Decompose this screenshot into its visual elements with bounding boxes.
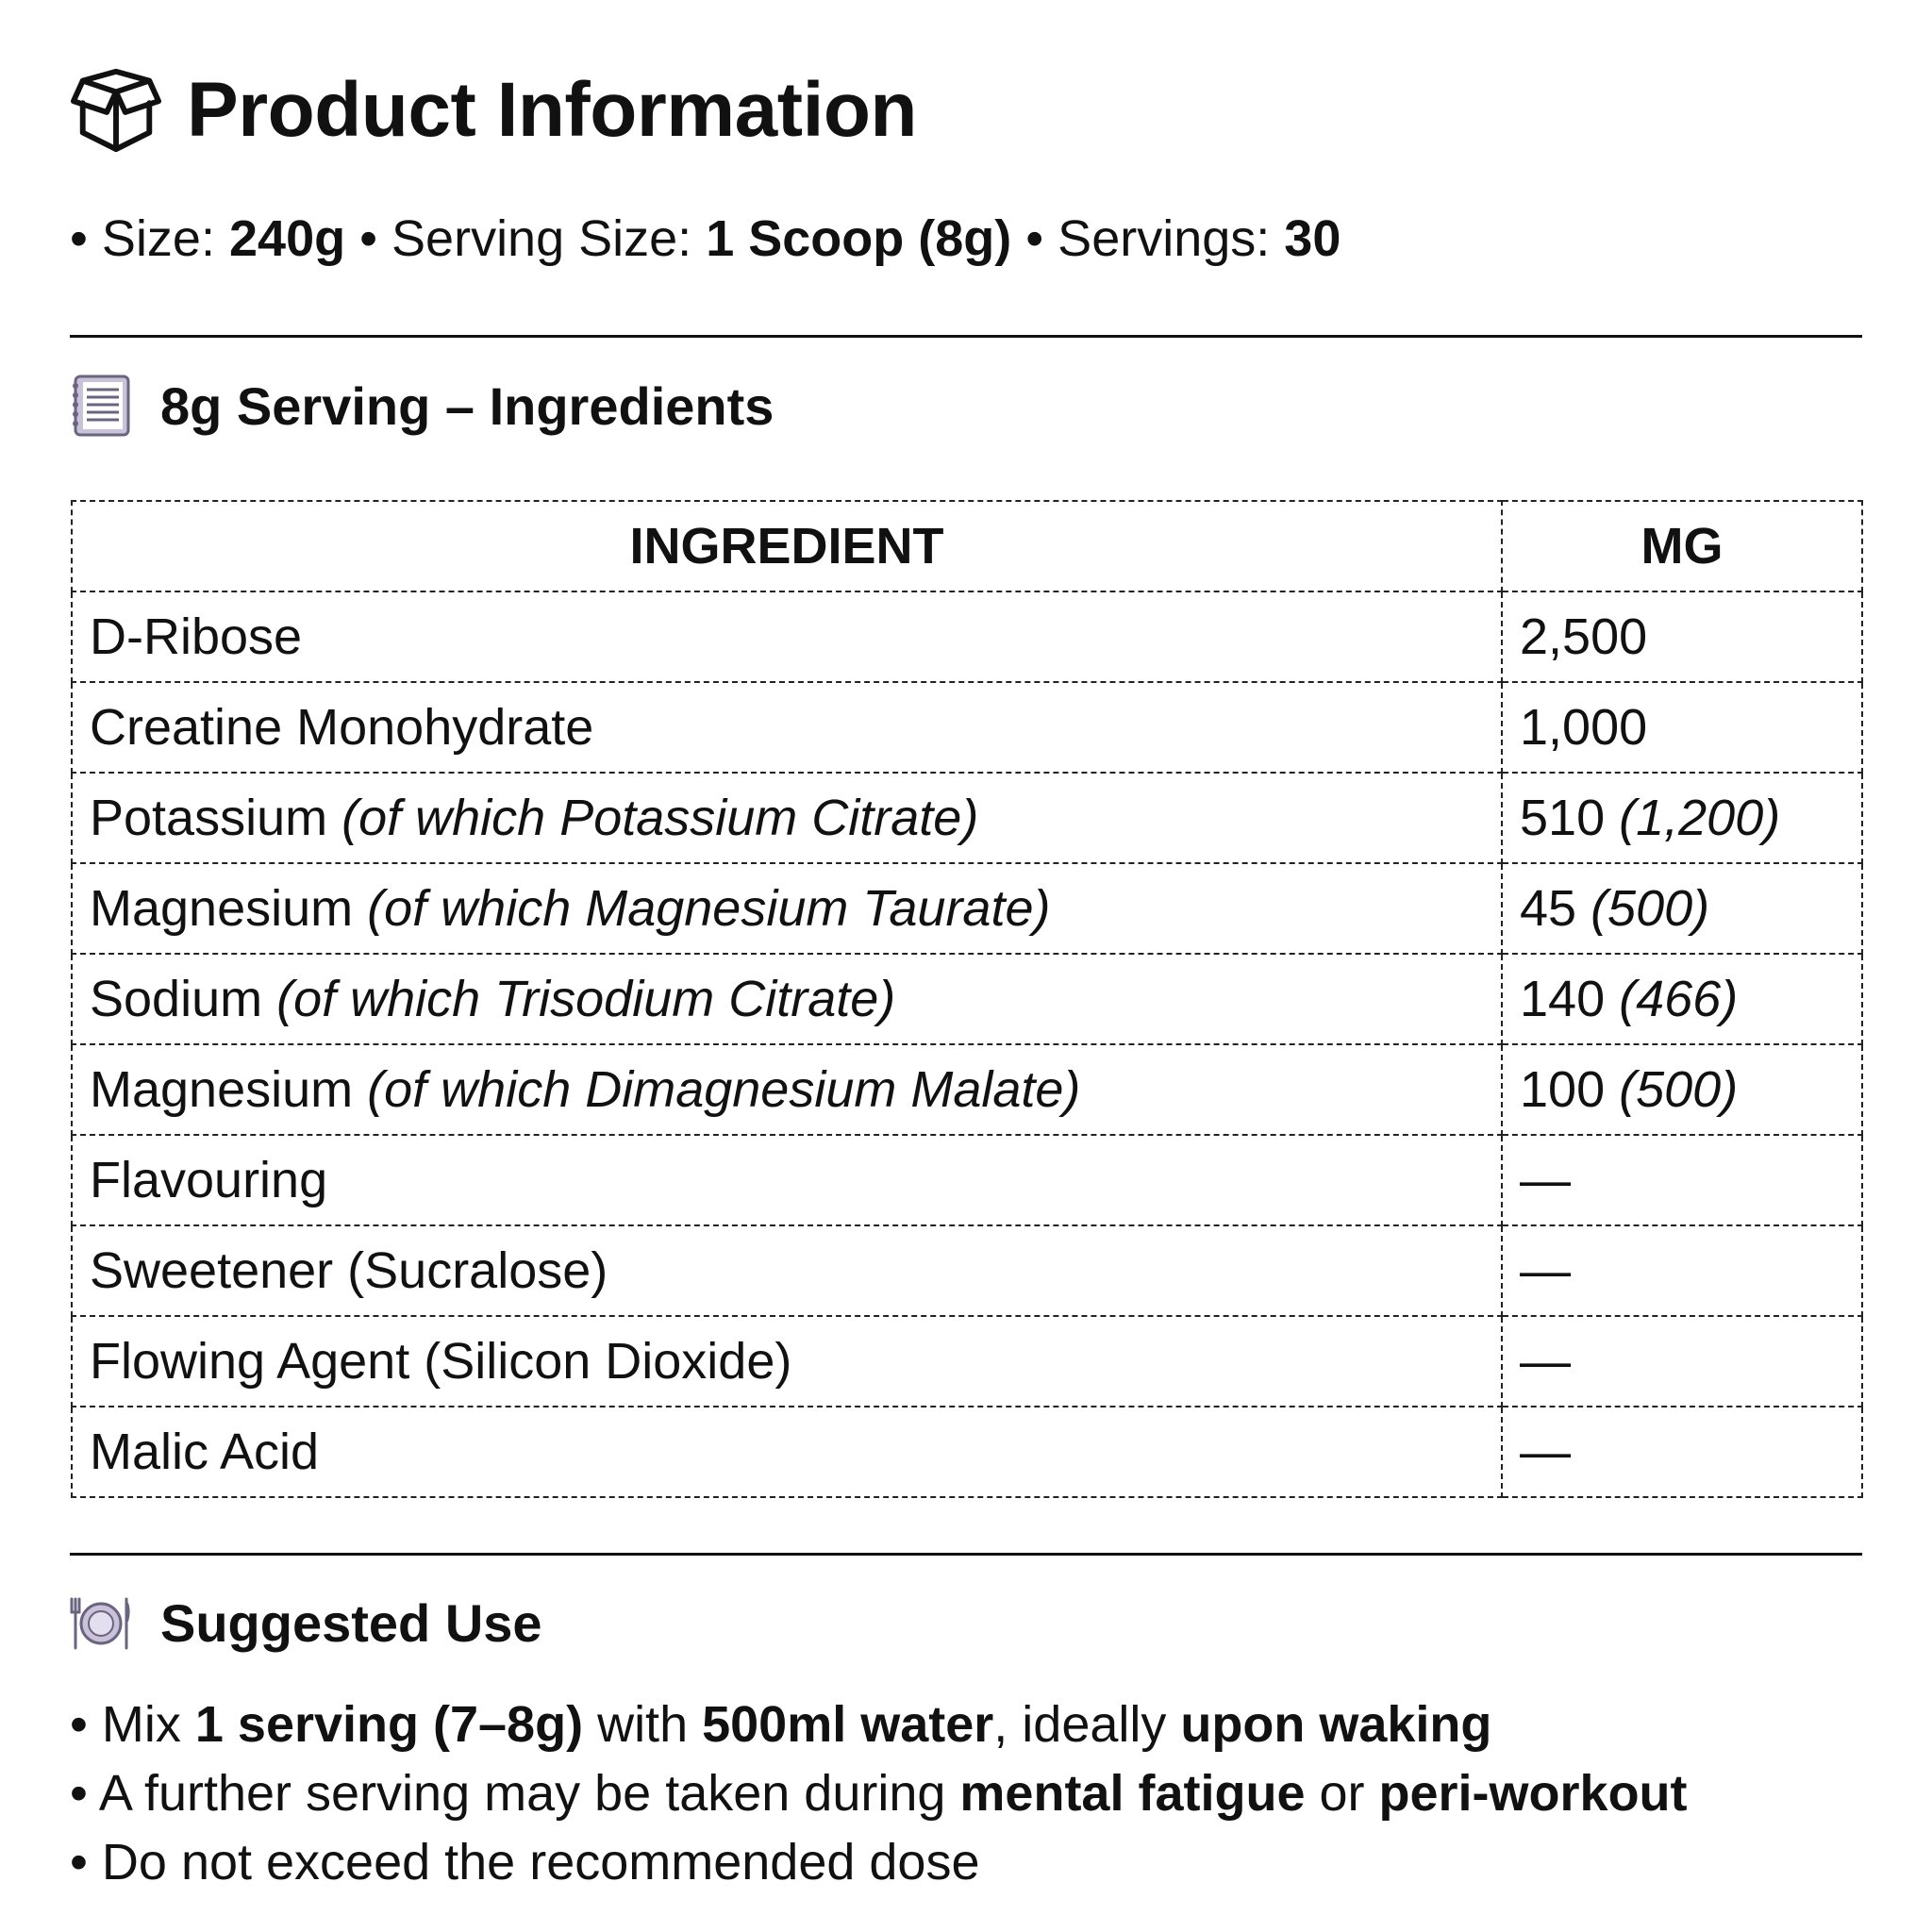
mg-source-value: (466) — [1619, 971, 1739, 1027]
suggested-use-item — [70, 1828, 1688, 1897]
mg-cell — [1502, 773, 1862, 863]
product-meta — [70, 209, 1341, 268]
table-row — [72, 773, 1862, 863]
mg-value: — — [1520, 1424, 1571, 1480]
ingredient-name: Creatine Monohydrate — [90, 699, 594, 756]
mg-value: — — [1520, 1242, 1571, 1299]
table-row — [72, 1135, 1862, 1225]
use-text: , ideally — [993, 1696, 1181, 1753]
mg-value: — — [1520, 1152, 1571, 1208]
title-row — [70, 58, 917, 162]
ingredient-name: Potassium — [90, 790, 342, 846]
emphasis-text: upon waking — [1180, 1696, 1492, 1753]
mg-value: 510 — [1520, 790, 1620, 846]
meta-bullet: • — [1025, 210, 1044, 267]
ingredient-cell — [72, 773, 1502, 863]
ingredient-name: Magnesium — [90, 880, 368, 937]
use-text: • A further serving may be taken during — [70, 1765, 960, 1822]
ingredient-name: Malic Acid — [90, 1424, 320, 1480]
mg-value: 45 — [1520, 880, 1591, 937]
mg-source-value: (500) — [1619, 1061, 1739, 1118]
ingredient-cell — [72, 1135, 1502, 1225]
ingredient-name: Magnesium — [90, 1061, 368, 1118]
table-row — [72, 1225, 1862, 1316]
mg-value: 140 — [1520, 971, 1620, 1027]
mg-source-value: (500) — [1591, 880, 1710, 937]
mg-value: — — [1520, 1333, 1571, 1390]
mg-cell — [1502, 1135, 1862, 1225]
ingredients-table — [71, 500, 1863, 1498]
emphasis-text: peri-workout — [1378, 1765, 1688, 1822]
ingredient-name: D-Ribose — [90, 608, 303, 665]
mg-cell — [1502, 954, 1862, 1044]
table-row — [72, 863, 1862, 954]
table-row — [72, 1316, 1862, 1407]
emphasis-text: 1 serving (7–8g) — [194, 1696, 584, 1753]
ingredient-cell — [72, 591, 1502, 682]
column-header-mg: MG — [1502, 501, 1862, 591]
table-row — [72, 682, 1862, 773]
serving-size-value: 1 Scoop (8g) — [706, 210, 1012, 267]
ingredient-cell — [72, 1044, 1502, 1135]
servings-value: 30 — [1284, 210, 1341, 267]
meta-bullet: • — [359, 210, 378, 267]
mg-cell — [1502, 682, 1862, 773]
plate-cutlery-icon — [70, 1590, 132, 1656]
size-label: Size: — [101, 210, 215, 267]
serving-size-label: Serving Size: — [391, 210, 692, 267]
mg-cell — [1502, 591, 1862, 682]
table-row — [72, 1407, 1862, 1497]
ingredient-source: (of which Dimagnesium Malate) — [367, 1061, 1081, 1118]
mg-value: 2,500 — [1520, 608, 1648, 665]
mg-cell — [1502, 1225, 1862, 1316]
ingredient-source: (of which Trisodium Citrate) — [276, 971, 896, 1027]
suggested-use-heading — [70, 1585, 542, 1660]
ingredient-cell — [72, 682, 1502, 773]
use-text: • Mix — [70, 1696, 195, 1753]
mg-value: 100 — [1520, 1061, 1620, 1118]
ingredient-source: (of which Magnesium Taurate) — [367, 880, 1051, 937]
mg-cell — [1502, 863, 1862, 954]
mg-cell — [1502, 1316, 1862, 1407]
servings-label: Servings: — [1058, 210, 1271, 267]
ingredient-cell — [72, 954, 1502, 1044]
notebook-icon — [70, 373, 132, 439]
table-header-row — [72, 501, 1862, 591]
mg-cell — [1502, 1044, 1862, 1135]
suggested-use-title: Suggested Use — [160, 1592, 542, 1653]
meta-bullet: • — [70, 210, 88, 267]
ingredient-name: Flavouring — [90, 1152, 328, 1208]
table-row — [72, 591, 1862, 682]
mg-source-value: (1,200) — [1619, 790, 1781, 846]
suggested-use-item — [70, 1759, 1688, 1828]
use-text: with — [583, 1696, 703, 1753]
mg-cell — [1502, 1407, 1862, 1497]
page-title: Product Information — [187, 67, 918, 153]
ingredient-name: Sodium — [90, 971, 277, 1027]
mg-value: 1,000 — [1520, 699, 1648, 756]
suggested-use-list — [70, 1690, 1688, 1897]
table-row — [72, 954, 1862, 1044]
ingredient-cell — [72, 1407, 1502, 1497]
column-header-ingredient: INGREDIENT — [72, 501, 1502, 591]
ingredient-cell — [72, 863, 1502, 954]
table-body — [72, 591, 1862, 1497]
use-text: • Do not exceed the recommended dose — [70, 1834, 980, 1890]
ingredient-source: (of which Potassium Citrate) — [341, 790, 979, 846]
emphasis-text: mental fatigue — [959, 1765, 1306, 1822]
divider — [70, 335, 1862, 338]
ingredient-name: Sweetener (Sucralose) — [90, 1242, 608, 1299]
ingredients-title: 8g Serving – Ingredients — [160, 375, 774, 436]
table-row — [72, 1044, 1862, 1135]
ingredients-heading — [70, 368, 774, 443]
box-icon — [70, 64, 162, 157]
ingredient-cell — [72, 1316, 1502, 1407]
suggested-use-item — [70, 1690, 1688, 1759]
divider — [70, 1553, 1862, 1556]
emphasis-text: 500ml water — [702, 1696, 994, 1753]
use-text: or — [1305, 1765, 1379, 1822]
ingredient-cell — [72, 1225, 1502, 1316]
size-value: 240g — [229, 210, 346, 267]
ingredient-name: Flowing Agent (Silicon Dioxide) — [90, 1333, 792, 1390]
